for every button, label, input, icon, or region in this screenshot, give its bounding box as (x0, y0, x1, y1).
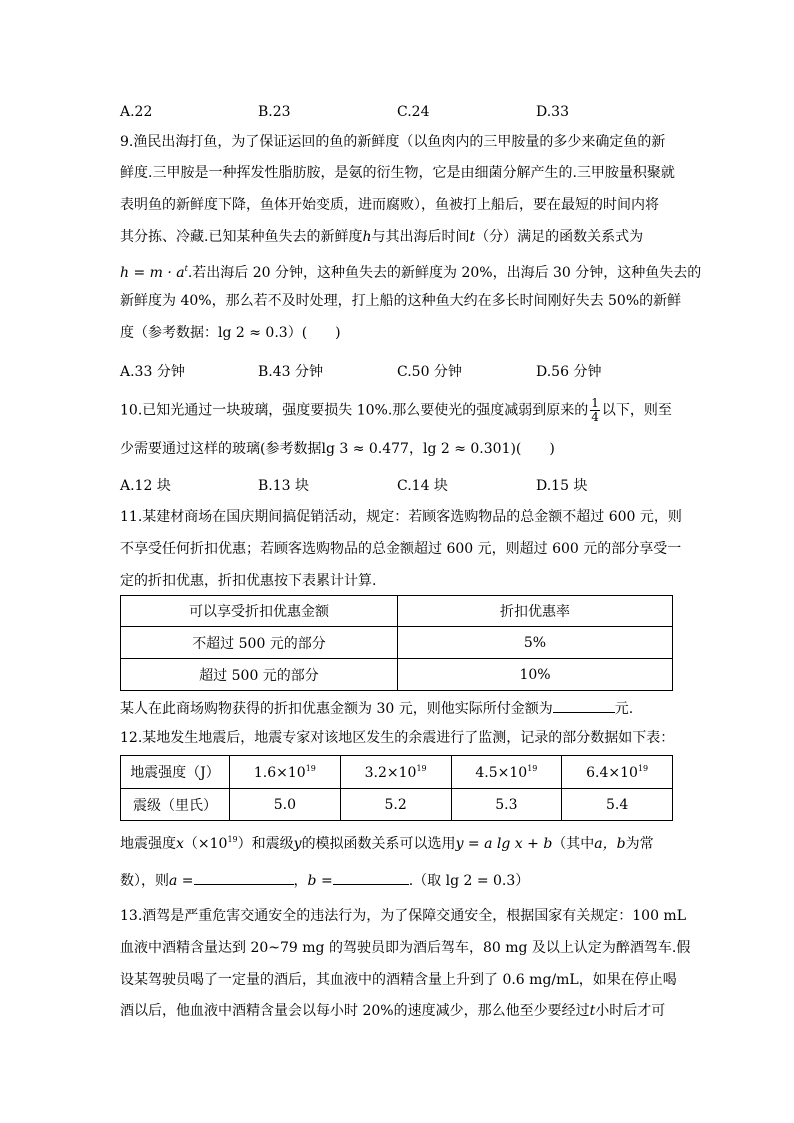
earthquake-intensity-value: 1.6×10 (253, 764, 306, 781)
exponent: 19 (227, 835, 238, 844)
q10-line-2: 少需要通过这样的玻璃(参考数据lg 3 ≈ 0.477，lg 2 ≈ 0.301)( ) (120, 441, 555, 457)
q9-line-4-text-a: 其分拣、冷藏.已知某种鱼失去的新鲜度 (120, 229, 363, 245)
q10-line-1-text-a: 10.已知光通过一块玻璃，强度要损失 10%.那么要使光的强度减弱到原来的 (120, 402, 589, 419)
q8-option-b: B.23 (258, 104, 291, 120)
earthquake-table-cell: 5.2 (340, 789, 451, 821)
q11-line-3: 定的折扣优惠，折扣优惠按下表累计计算. (120, 573, 377, 589)
variable-a: a = (169, 873, 194, 889)
q12-text: （其中 (552, 836, 595, 852)
q8-option-a: A.22 (120, 104, 153, 120)
earthquake-table-cell (230, 756, 341, 789)
variables-a-b: a，b (594, 836, 626, 852)
variable-t: t (469, 229, 476, 245)
q10-line-1 (120, 397, 672, 424)
q12-text: 数），则 (120, 873, 169, 889)
discount-table-header-row (121, 596, 673, 627)
q8-option-d: D.33 (536, 104, 569, 120)
variable-y: y (293, 836, 302, 852)
q9-line-4-text-c: （分）满足的函数关系式为 (475, 229, 644, 245)
discount-table-row (121, 659, 673, 691)
q9-line-3: 表明鱼的新鲜度下降，鱼体开始变质，进而腐败），鱼被打上船后，要在最短的时间内将 (120, 197, 659, 213)
earthquake-intensity-value: 3.2×10 (364, 764, 417, 781)
earthquake-table-cell (562, 756, 673, 789)
q12-text: ）和震级 (237, 836, 294, 852)
earthquake-intensity-value: 4.5×10 (475, 764, 528, 781)
q12-text: 为常 (625, 836, 654, 852)
discount-table-header-cell: 可以享受折扣优惠金额 (121, 596, 398, 627)
variable-t: t (589, 1003, 596, 1019)
exponent: 19 (637, 763, 649, 773)
variable-h: h (362, 229, 372, 245)
q11-answer-line (120, 697, 633, 719)
q9-option-b: B.43 分钟 (258, 364, 324, 380)
q9-line-5-text: .若出海后 20 分钟，这种鱼失去的新鲜度为 20%，出海后 30 分钟，这种鱼失去的 (187, 265, 702, 281)
exponent: 19 (527, 763, 538, 773)
q9-option-a: A.33 分钟 (120, 364, 185, 380)
q12-line-1 (120, 830, 654, 854)
earthquake-table-cell: 5.0 (230, 789, 341, 821)
variable-x: x (176, 836, 184, 852)
exponent: 19 (305, 763, 316, 773)
q9-formula-exponent: t (184, 264, 188, 273)
q12-line-2 (120, 869, 529, 891)
q9-line-6: 新鲜度为 40%，那么若不及时处理，打上船的这种鱼大约在多长时间刚好失去 50%的新鲜 (120, 293, 682, 309)
q13-line-2: 血液中酒精含量达到 20~79 mg 的驾驶员即为酒后驾车，80 mg 及以上认定为醉酒驾车.假 (120, 940, 691, 956)
discount-table-cell: 不超过 500 元的部分 (121, 627, 398, 659)
q11-line-2: 不享受任何折扣优惠；若顾客选购物品的总金额超过 600 元，则超过 600 元的部分享受一 (120, 541, 682, 557)
q12-formula: y = a lg x + b (455, 836, 553, 852)
exponent: 19 (416, 763, 427, 773)
q13-line-4 (120, 1001, 665, 1021)
q8-option-c: C.24 (397, 104, 430, 120)
earthquake-table-cell (451, 756, 562, 789)
q9-option-d: D.56 分钟 (536, 364, 602, 380)
earthquake-table-cell: 5.4 (562, 789, 673, 821)
q12-text: 的模拟函数关系可以选用 (301, 836, 456, 852)
q12-intro: 12.某地发生地震后，地震专家对该地区发生的余震进行了监测，记录的部分数据如下表： (120, 730, 675, 746)
q10-option-d: D.15 块 (536, 478, 588, 494)
q13-text: 酒以后，他血液中酒精含量会以每小时 20%的速度减少，那么他至少要经过 (120, 1003, 590, 1019)
q13-line-3: 设某驾驶员喝了一定量的酒后，其血液中的酒精含量上升到了 0.6 mg/mL，如果在停止喝 (120, 972, 677, 988)
q12-text: .（取 lg 2 = 0.3） (408, 873, 530, 889)
discount-table-cell: 超过 500 元的部分 (121, 659, 398, 691)
earthquake-table-row (121, 756, 673, 789)
discount-table-cell: 5% (398, 627, 673, 659)
earthquake-intensity-value: 6.4×10 (586, 764, 638, 781)
q10-option-a: A.12 块 (120, 478, 171, 494)
q9-formula: h = m · a (120, 265, 185, 281)
q11-line-1: 11.某建材商场在国庆期间搞促销活动，规定：若顾客选购物品的总金额不超过 600 元，则 (120, 509, 682, 525)
earthquake-table (120, 755, 673, 821)
q9-option-c: C.50 分钟 (397, 364, 462, 380)
q10-line-1-text-b: 以下，则至 (601, 402, 672, 419)
earthquake-table-label: 震级（里氏） (121, 789, 230, 821)
earthquake-table-label: 地震强度（J） (121, 756, 230, 789)
discount-table (120, 595, 673, 691)
earthquake-table-cell: 5.3 (451, 789, 562, 821)
q11-answer-text-b: 元. (614, 701, 634, 717)
variable-b: b = (307, 873, 333, 889)
q12-text: 地震强度 (120, 836, 176, 852)
q11-answer-text-a: 某人在此商场购物获得的折扣优惠金额为 30 元，则他实际所付金额为 (120, 701, 553, 717)
discount-table-header-cell: 折扣优惠率 (398, 596, 673, 627)
discount-table-row (121, 627, 673, 659)
q9-line-4-text-b: 与其出海后时间 (371, 229, 470, 245)
q9-line-7: 度（参考数据：lg 2 ≈ 0.3）( ) (120, 325, 341, 341)
q12-text: （×10 (183, 836, 228, 852)
fraction-one-quarter (590, 397, 600, 424)
fraction-numerator: 1 (591, 396, 599, 410)
earthquake-table-cell (340, 756, 451, 789)
q10-option-b: B.13 块 (258, 478, 310, 494)
earthquake-table-row (121, 789, 673, 821)
q13-text: 小时后才可 (595, 1003, 666, 1019)
q9-line-5 (120, 259, 701, 283)
q9-line-2: 鲜度.三甲胺是一种挥发性脂肪胺，是氨的衍生物，它是由细菌分解产生的.三甲胺量积聚就 (120, 165, 675, 181)
q9-line-1: 9.渔民出海打鱼，为了保证运回的鱼的新鲜度（以鱼肉内的三甲胺量的多少来确定鱼的新 (120, 134, 666, 150)
q13-line-1: 13.酒驾是严重危害交通安全的违法行为，为了保障交通安全，根据国家有关规定：100 mL (120, 908, 687, 924)
fraction-denominator: 4 (591, 410, 599, 424)
discount-table-cell: 10% (398, 659, 673, 691)
answer-blank (553, 697, 615, 713)
q9-line-4 (120, 227, 643, 247)
q10-option-c: C.14 块 (397, 478, 448, 494)
answer-blank-a (194, 869, 294, 885)
answer-blank-b (333, 869, 409, 885)
q12-text: ， (293, 873, 308, 889)
